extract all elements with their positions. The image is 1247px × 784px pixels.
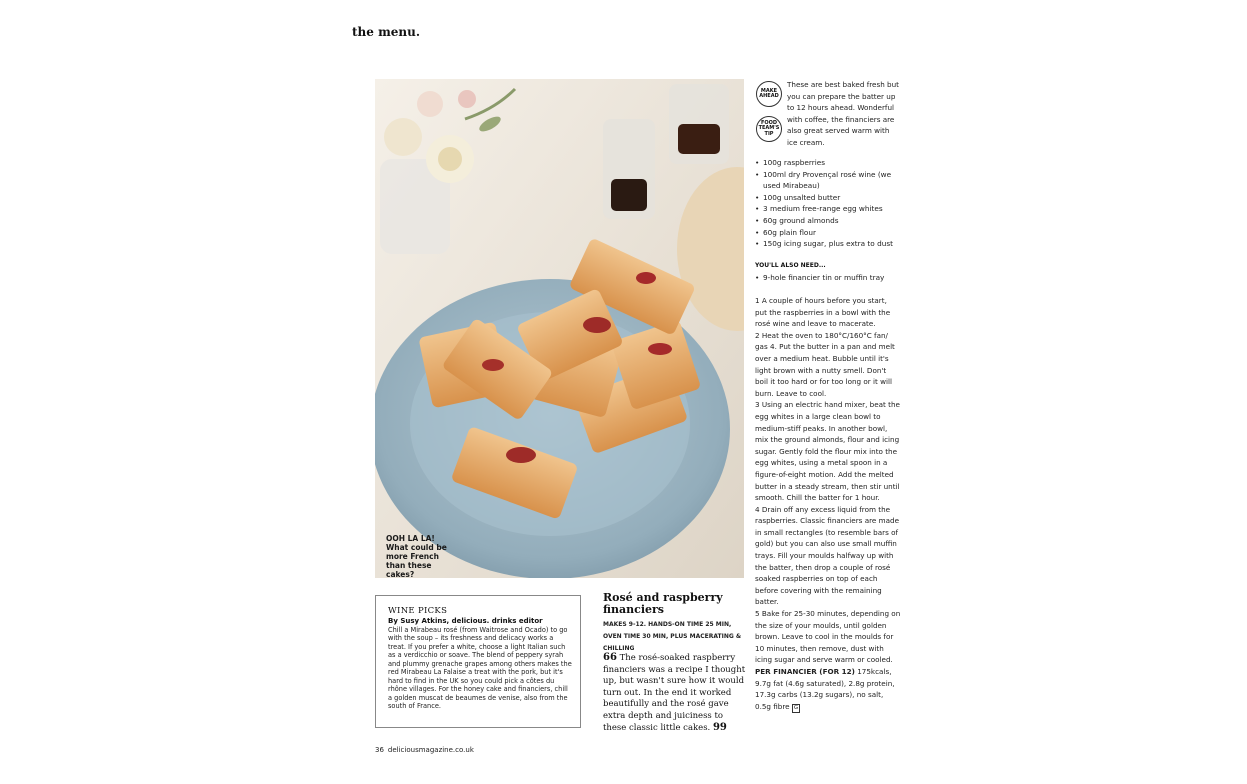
wine-picks-body: Chill a Mirabeau rosé (from Waitrose and Ocado) to go with the soup – its freshness and delicacy works a treat. If you prefer a white, choose a light Italian such as a verdicchio or soave. The blend of peppery syrah and plummy grenache grapes among others makes the red Mirabeau La Falaise a treat with the pork, but it's hard to find in the UK so you could pick a côtes du rhône villages. For the honey cake and financiers, chill a golden muscat de beaumes de venise, also from the south of France. [388,625,572,710]
page-number: 36 [375,746,384,754]
nutrition-label: PER FINANCIER (FOR 12) [755,667,855,676]
recipe-makes: MAKES 9-12. HANDS-ON TIME 25 MIN, OVEN TIME 30 MIN, PLUS MACERATING & CHILLING [603,621,742,652]
page-footer [375,746,474,754]
ingredient-item: • 100ml dry Provençal rosé wine (we used Mirabeau) [755,169,905,192]
method-step: 2 Heat the oven to 180°C/160°C fan/ gas 4. Put the butter in a pan and melt over a medium heat. Bubble until it's light brown with a nutty smell. Don't boil it too hard or for too long or it will burn. Leave to cool. [755,330,895,398]
method-step: 4 Drain off any excess liquid from the raspberries. Classic financiers are made in small rectangles (to resemble bars of gold) but you can also use small muffin trays. Fill your moulds halfway up with the batter, then drop a couple of rosé soaked raspberries on top of each before covering with the remaining batter. [755,504,900,607]
wine-picks-byline: By Susy Atkins, delicious. drinks editor [388,617,543,625]
method-step: 3 Using an electric hand mixer, beat the egg whites in a large clean bowl to medium-stiff peaks. In another bowl, mix the ground almonds, flour and icing sugar. Gently fold the flour mix into the egg whites, using a metal spoon in a figure-of-eight motion. Add the melted butter in a steady stream, then stir until smooth. Chill the batter for 1 hour. [755,400,900,503]
method-block [755,295,901,713]
nutrition-info [755,666,901,713]
quote-close-mark: 99 [712,722,727,733]
tips-text: These are best baked fresh but you can prepare the batter up to 12 hours ahead. Wonderful with coffee, the financiers are also great served warm with ice cream. [787,80,899,147]
ingredient-item: • 60g plain flour [755,227,905,239]
method-step: 5 Bake for 25-30 minutes, depending on the size of your moulds, until golden brown. Leave to cool in the moulds for 10 minutes, then remove, dust with icing sugar and serve warm or cooled. [755,609,901,665]
ingredient-item: • 60g ground almonds [755,215,905,227]
equipment-heading: YOU'LL ALSO NEED... [755,262,826,269]
nutrition-text: 175kcals, 9.7g fat (4.6g saturated), 2.8g protein, 17.3g carbs (13.2g sugars), no salt, 0.5g fibre [755,667,895,711]
ingredient-item: • 150g icing sugar, plus extra to dust [755,238,905,250]
ingredient-item: • 100g raspberries [755,157,905,169]
ingredient-item: • 100g unsalted butter [755,192,905,204]
method-step: 1 A couple of hours before you start, put the raspberries in a bowl with the rosé wine and leave to macerate. [755,296,891,329]
gluten-free-icon: G [793,704,799,711]
equipment-item: • 9-hole financier tin or muffin tray [755,272,905,284]
quote-open-mark: 66 [603,652,617,663]
quote-text: The rosé-soaked raspberry financiers was a recipe I thought up, but wasn't sure how it would turn out. In the end it worked beautifully and the rosé gave extra depth and juiciness to these classic little cakes. [603,653,746,733]
make-ahead-badge: MAKE AHEAD [756,81,782,107]
ingredients-list [755,157,905,250]
recipe-quote [603,652,746,735]
ingredient-item: • 3 medium free-range egg whites [755,203,905,215]
wine-picks-title: WINE PICKS [388,606,448,616]
recipe-title: Rosé and raspberry financiers [603,591,723,616]
photo-caption: OOH LA LA! What could be more French than these cakes? [386,534,447,579]
wine-picks-box [375,595,581,728]
section-header: the menu. [352,25,421,39]
financiers-photo [375,79,744,578]
equipment-list [755,272,905,284]
site-url: deliciousmagazine.co.uk [387,746,474,754]
food-team-tip-badge: FOOD TEAM'S TIP [756,116,782,142]
